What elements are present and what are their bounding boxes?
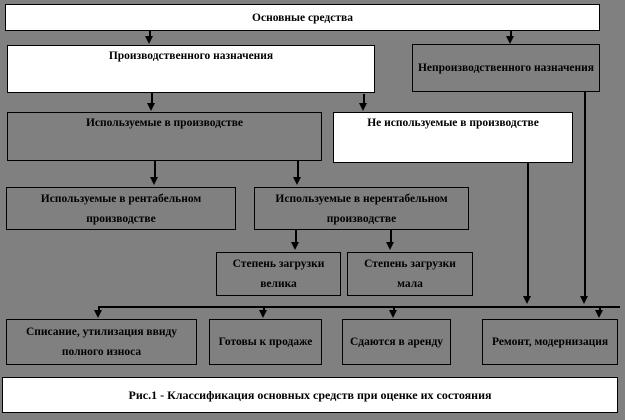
arrow-bus-to-writeoff-head <box>94 310 102 318</box>
figure-caption: Рис.1 - Классификация основных средств при оценке их состояния <box>2 377 618 413</box>
arrow-bus-to-sale-head <box>259 310 267 318</box>
node-spisanie-utilizaciya: Списание, утилизация ввиду полного износа <box>6 319 197 365</box>
arrow-nonproduction-to-bus-line <box>584 92 586 296</box>
arrow-used-to-profitable-head <box>150 177 158 185</box>
node-proizvodstvennogo-naznacheniya: Производственного назначения <box>7 45 375 93</box>
arrow-bus-to-repair-head <box>595 310 603 318</box>
arrow-notused-to-bus-head <box>523 296 531 304</box>
node-ne-ispolzuemye-v-proizvodstve: Не используемые в производстве <box>333 112 573 163</box>
arrow-used-to-unprofitable-line <box>297 161 299 178</box>
arrow-root-to-nonproduction-head <box>506 36 514 44</box>
arrow-unprofitable-to-loadhigh-head <box>291 242 299 250</box>
node-neproizvodstvennogo-naznacheniya: Непроизводственного назначения <box>412 44 600 92</box>
node-nerentabelnoe-proizvodstvo: Используемые в нерентабельном производстве <box>254 187 469 230</box>
arrow-root-to-production-head <box>145 36 153 44</box>
bottom-bus-line <box>98 306 620 308</box>
arrow-production-to-used-head <box>147 103 155 111</box>
node-ispolzuemye-v-proizvodstve: Используемые в производстве <box>7 112 322 161</box>
node-stepen-zagruzki-velika: Степень загрузки велика <box>216 252 341 296</box>
arrow-used-to-unprofitable-head <box>293 177 301 185</box>
node-stepen-zagruzki-mala: Степень загрузки мала <box>347 252 473 296</box>
arrow-production-to-notused-head <box>359 103 367 111</box>
node-osnovnye-sredstva: Основные средства <box>5 4 600 31</box>
arrow-unprofitable-to-loadlow-head <box>386 242 394 250</box>
arrow-used-to-profitable-line <box>154 161 156 178</box>
node-remont-modernizaciya: Ремонт, модернизация <box>482 319 618 365</box>
arrow-nonproduction-to-bus-head <box>580 296 588 304</box>
node-rentabelnoe-proizvodstvo: Используемые в рентабельном производстве <box>6 187 236 230</box>
arrow-notused-to-bus-line <box>527 163 529 296</box>
node-sdayutsya-v-arendu: Сдаются в аренду <box>342 319 451 365</box>
arrow-bus-to-rent-head <box>389 310 397 318</box>
node-gotovy-k-prodazhe: Готовы к продаже <box>209 319 322 365</box>
